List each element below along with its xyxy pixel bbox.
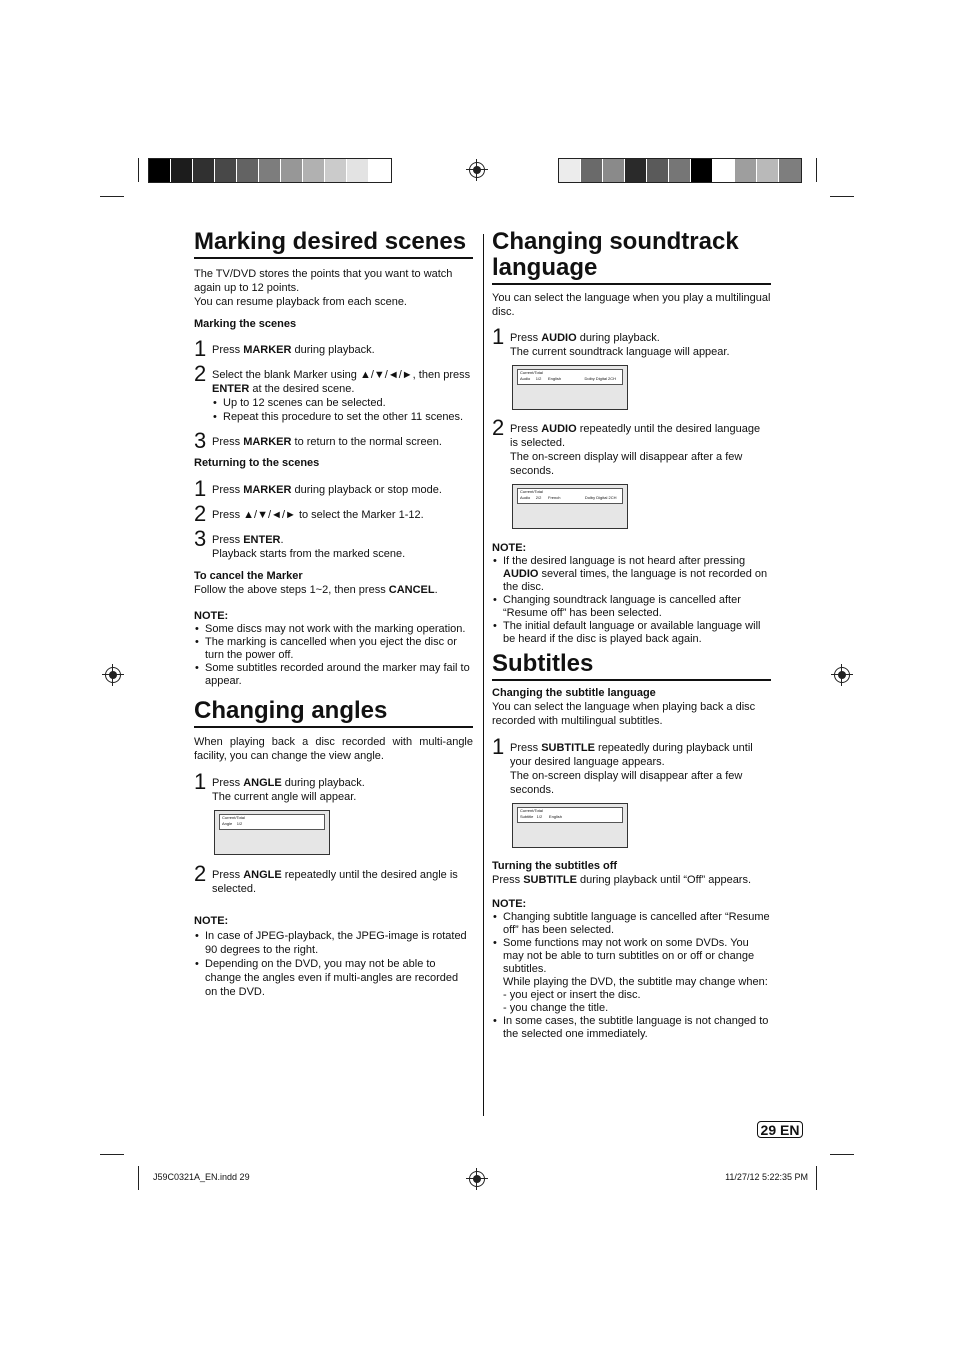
osd-header: Current/Total [520,489,543,494]
text: to return to the normal screen. [291,436,442,448]
subheading: Changing the subtitle language [492,687,656,699]
step [194,769,473,804]
osd-panel [517,369,623,385]
text: Press [212,534,244,546]
step [492,324,771,359]
text: during playback. [291,344,375,356]
osd-panel [517,488,623,504]
button-name: ANGLE [243,869,282,881]
text: Press ▲/▼/◄/► to select the Marker 1-12. [212,509,424,521]
text: . [280,534,284,546]
bullet-item: • Up to 12 scenes can be selected. [223,396,473,410]
text: repeatedly until the desired language is selected. [510,423,761,449]
text: Follow the above steps 1~2, then press [194,584,389,596]
text: While playing the DVD, the subtitle may change when: [503,976,768,988]
text: Press [510,423,542,435]
column-divider [483,234,484,1116]
subheading: Turning the subtitles off [492,860,618,872]
text: during playback or stop mode. [291,484,442,496]
crop-mark [830,196,854,197]
button-name: CANCEL [388,584,435,596]
subheading: To cancel the Marker [194,570,303,582]
text: The on-screen display will disappear after a few seconds. [510,770,743,796]
note-item: • In some cases, the subtitle language is not changed to the selected one immediately. [503,1015,771,1041]
note-item: • In case of JPEG-playback, the JPEG-image is rotated 90 degrees to the right. [205,929,473,957]
text: - you eject or insert the disc. [503,989,641,1001]
button-name: ENTER [212,383,250,395]
step-number: 1 [194,336,207,361]
text: Press [212,436,244,448]
text: The current soundtrack language will appear. [510,346,730,358]
step [194,361,473,424]
paragraph: You can select the language when playing back a disc recorded with multilingual subtitles. [492,701,756,727]
button-name: MARKER [243,344,292,356]
text: Press [212,484,244,496]
osd-label: Angle [222,821,233,826]
footer-filename: J59C0321A_EN.indd 29 [153,1172,250,1182]
color-bar-left [148,158,392,183]
step [492,415,771,478]
paragraph: You can resume playback from each scene. [194,296,407,308]
text: Press [212,777,244,789]
page-number: 29 EN [757,1121,803,1138]
note-title: NOTE: [194,915,229,927]
step [194,501,473,526]
note-title: NOTE: [492,542,527,554]
registration-mark-icon [105,667,121,683]
text: Select the blank Marker using ▲/▼/◄/►, then press [212,369,471,381]
note-item: • Changing soundtrack language is cancelled after “Resume off” has been selected. [503,594,771,620]
osd-row [222,821,324,827]
note-item: • The marking is cancelled when you eject the disc or turn the power off. [205,636,473,662]
crop-mark [138,158,139,182]
osd-panel [517,807,623,823]
note-item: • Changing subtitle language is cancelled after “Resume off” has been selected. [503,911,771,937]
text: If the desired language is not heard after pressing [503,555,746,567]
section-title-marking: Marking desired scenes [194,229,473,259]
button-name: AUDIO [541,423,577,435]
osd-row: Subtitle 1/2 English [520,814,563,819]
section-title-soundtrack: Changing soundtrack language [492,229,771,285]
paragraph [492,873,771,887]
step-number: 2 [194,861,207,886]
subheading: Returning to the scenes [194,457,320,469]
bullet-item: • Repeat this procedure to set the other 11 scenes. [223,410,473,424]
osd-row: Audio 1/2 English Dolby Digital 2CH [520,376,617,381]
text: during playback. [576,332,660,344]
button-name: SUBTITLE [541,742,595,754]
step-number: 2 [492,415,505,440]
paragraph: The TV/DVD stores the points that you want to watch again up to 12 points. [194,268,453,294]
color-bar-right [558,158,802,183]
button-name: AUDIO [503,568,539,580]
paragraph: You can select the language when you play a multilingual disc. [492,292,771,318]
text: The on-screen display will disappear after a few seconds. [510,451,743,477]
text: . [434,584,438,596]
registration-mark-icon [834,667,850,683]
step [194,476,473,501]
step-number: 3 [194,526,207,551]
osd-row: Audio 2/2 French Dolby Digital 2CH [520,495,617,500]
step [194,336,473,361]
text: - you change the title. [503,1002,609,1014]
step-number: 1 [194,769,207,794]
note-item: • Some discs may not work with the marking operation. [205,623,473,636]
text: at the desired scene. [249,383,355,395]
step-number: 1 [492,324,505,349]
paragraph [194,583,473,597]
audio-osd-display [512,365,628,410]
text: Press [212,344,244,356]
text: Press [212,869,244,881]
crop-mark [816,158,817,182]
text: Press [510,332,542,344]
left-column [194,229,473,999]
osd-header: Current/Total [520,808,543,813]
text: repeatedly until the desired angle is selected. [212,869,458,895]
step-number: 1 [194,476,207,501]
button-name: ANGLE [243,777,282,789]
step [194,428,473,453]
registration-mark-icon [469,162,485,178]
note-item: • Some subtitles recorded around the marker may fail to appear. [205,662,473,688]
note-title: NOTE: [492,898,527,910]
text: several times, the language is not recorded on the disc. [503,568,768,593]
text: Press [492,874,524,886]
paragraph: When playing back a disc recorded with multi-angle facility, you can change the view angle. [194,736,473,762]
note-item: • Depending on the DVD, you may not be able to change the angles even if multi-angles are recorded on the DVD. [205,957,473,999]
crop-mark [138,1166,139,1190]
step [194,526,473,561]
step-number: 3 [194,428,207,453]
text: during playback until “Off” appears. [576,874,752,886]
step [194,861,473,896]
text: • Some functions may not work on some DVDs. You may not be able to turn subtitles on or off or change subtitles. [503,937,755,975]
note-title: NOTE: [194,610,229,622]
text: during playback. [281,777,365,789]
osd-value: 1/2 [236,821,243,826]
registration-mark-icon [469,1171,485,1187]
crop-mark [816,1166,817,1190]
crop-mark [830,1154,854,1155]
text: repeatedly during playback until your desired language appears. [510,742,753,768]
button-name: MARKER [243,436,292,448]
step-number: 2 [194,501,207,526]
text: The current angle will appear. [212,791,357,803]
note-item [503,937,771,1015]
step-number: 1 [492,734,505,759]
crop-mark [100,1154,124,1155]
button-name: ENTER [243,534,281,546]
note-item: • The initial default language or available language will be heard if the disc is played back again. [503,620,771,646]
button-name: SUBTITLE [523,874,577,886]
step [492,734,771,797]
section-title-subtitles: Subtitles [492,651,771,681]
subtitle-osd-display [512,803,628,848]
text: Playback starts from the marked scene. [212,548,406,560]
osd-header: Current/Total [222,815,245,820]
button-name: AUDIO [541,332,577,344]
text: Press [510,742,542,754]
osd-panel [219,814,325,830]
osd-header: Current/Total [520,370,543,375]
crop-mark [100,196,124,197]
footer-timestamp: 11/27/12 5:22:35 PM [725,1172,808,1182]
step-number: 2 [194,361,207,386]
subheading: Marking the scenes [194,318,297,330]
audio-osd-display [512,484,628,529]
button-name: MARKER [243,484,292,496]
note-item [503,555,771,594]
section-title-angles: Changing angles [194,698,473,728]
right-column [492,229,771,1041]
angle-osd-display [214,810,330,855]
